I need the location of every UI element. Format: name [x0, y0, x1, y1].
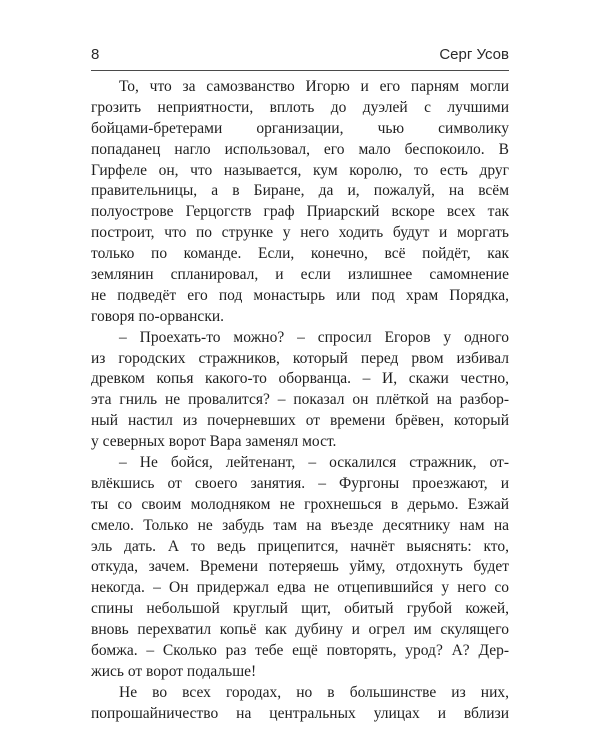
text-line: смело. Только не забудь там на въезде десятнику нам на [91, 516, 509, 534]
text-line: спины небольшой круглый щит, обитый грубой кожей, [91, 600, 509, 618]
text-line: влёкшись от своего занятия. – Фургоны проезжают, и [91, 474, 509, 492]
text-line: откуда, зачем. Времени потеряешь уйму, отдохнуть будет [91, 558, 509, 576]
page-header [91, 46, 509, 68]
text-line: эль дать. А то ведь прицепится, начнёт выяснять: кто, [91, 537, 509, 555]
text-line: бомжа. – Сколько раз тебе ещё повторять, урод? А? Дер- [91, 642, 509, 660]
text-line: – Проехать-то можно? – спросил Егоров у одного [119, 328, 509, 346]
text-line: бойцами-бретерами организации, чью символику [91, 119, 509, 137]
text-line: землянин спланировал, и если излишнее самомнение [91, 266, 509, 284]
header-rule [91, 70, 509, 71]
text-line: полуострове Герцогств граф Приарский вскоре всех так [91, 203, 509, 221]
text-line: только по команде. Если, конечно, всё пойдёт, как [91, 245, 509, 263]
text-line: вновь перехватил копьё как дубину и огрел им скулящего [91, 621, 509, 639]
text-line: древком копья какого-то оборванца. – И, скажи честно, [91, 370, 509, 388]
text-line: жись от ворот подальше! [91, 662, 257, 680]
text-line: некогда. – Он придержал едва не отцепившийся у него со [91, 579, 509, 597]
text-line: из городских стражников, который перед рвом избивал [91, 349, 509, 367]
text-line: ный настил из почерневших от времени брёвен, который [91, 412, 509, 430]
text-line: у северных ворот Вара заменял мост. [91, 433, 337, 451]
text-line: – Не бойся, лейтенант, – оскалился стражник, от- [119, 454, 509, 472]
text-line: эта гниль не провалится? – показал он плёткой на разбор- [91, 391, 509, 409]
text-line: правительницы, а в Биране, да и, пожалуй, на всём [91, 182, 509, 200]
text-line: Не во всех городах, но в большинстве из них, [119, 683, 509, 701]
text-line: попрошайничество на центральных улицах и вблизи [91, 704, 509, 722]
text-line: не подведёт его под монастырь или под храм Порядка, [91, 286, 509, 304]
text-line: говоря по-орвански. [91, 307, 225, 325]
text-line: ты со своим молодняком не грохнешься в дерьмо. Езжай [91, 495, 509, 513]
text-line: Гирфеле он, что называется, кум королю, то есть друг [91, 161, 509, 179]
body-text [91, 77, 509, 725]
text-line: построит, что по струнке у него ходить будут и моргать [91, 224, 509, 242]
text-line: грозить неприятности, вплоть до дуэлей с лучшими [91, 98, 509, 116]
text-line: попаданец нагло использовал, его мало беспокоило. В [91, 140, 509, 158]
page-number: 8 [91, 46, 100, 63]
text-line: То, что за самозванство Игорю и его парням могли [119, 78, 509, 95]
running-head-author: Серг Усов [439, 46, 509, 63]
